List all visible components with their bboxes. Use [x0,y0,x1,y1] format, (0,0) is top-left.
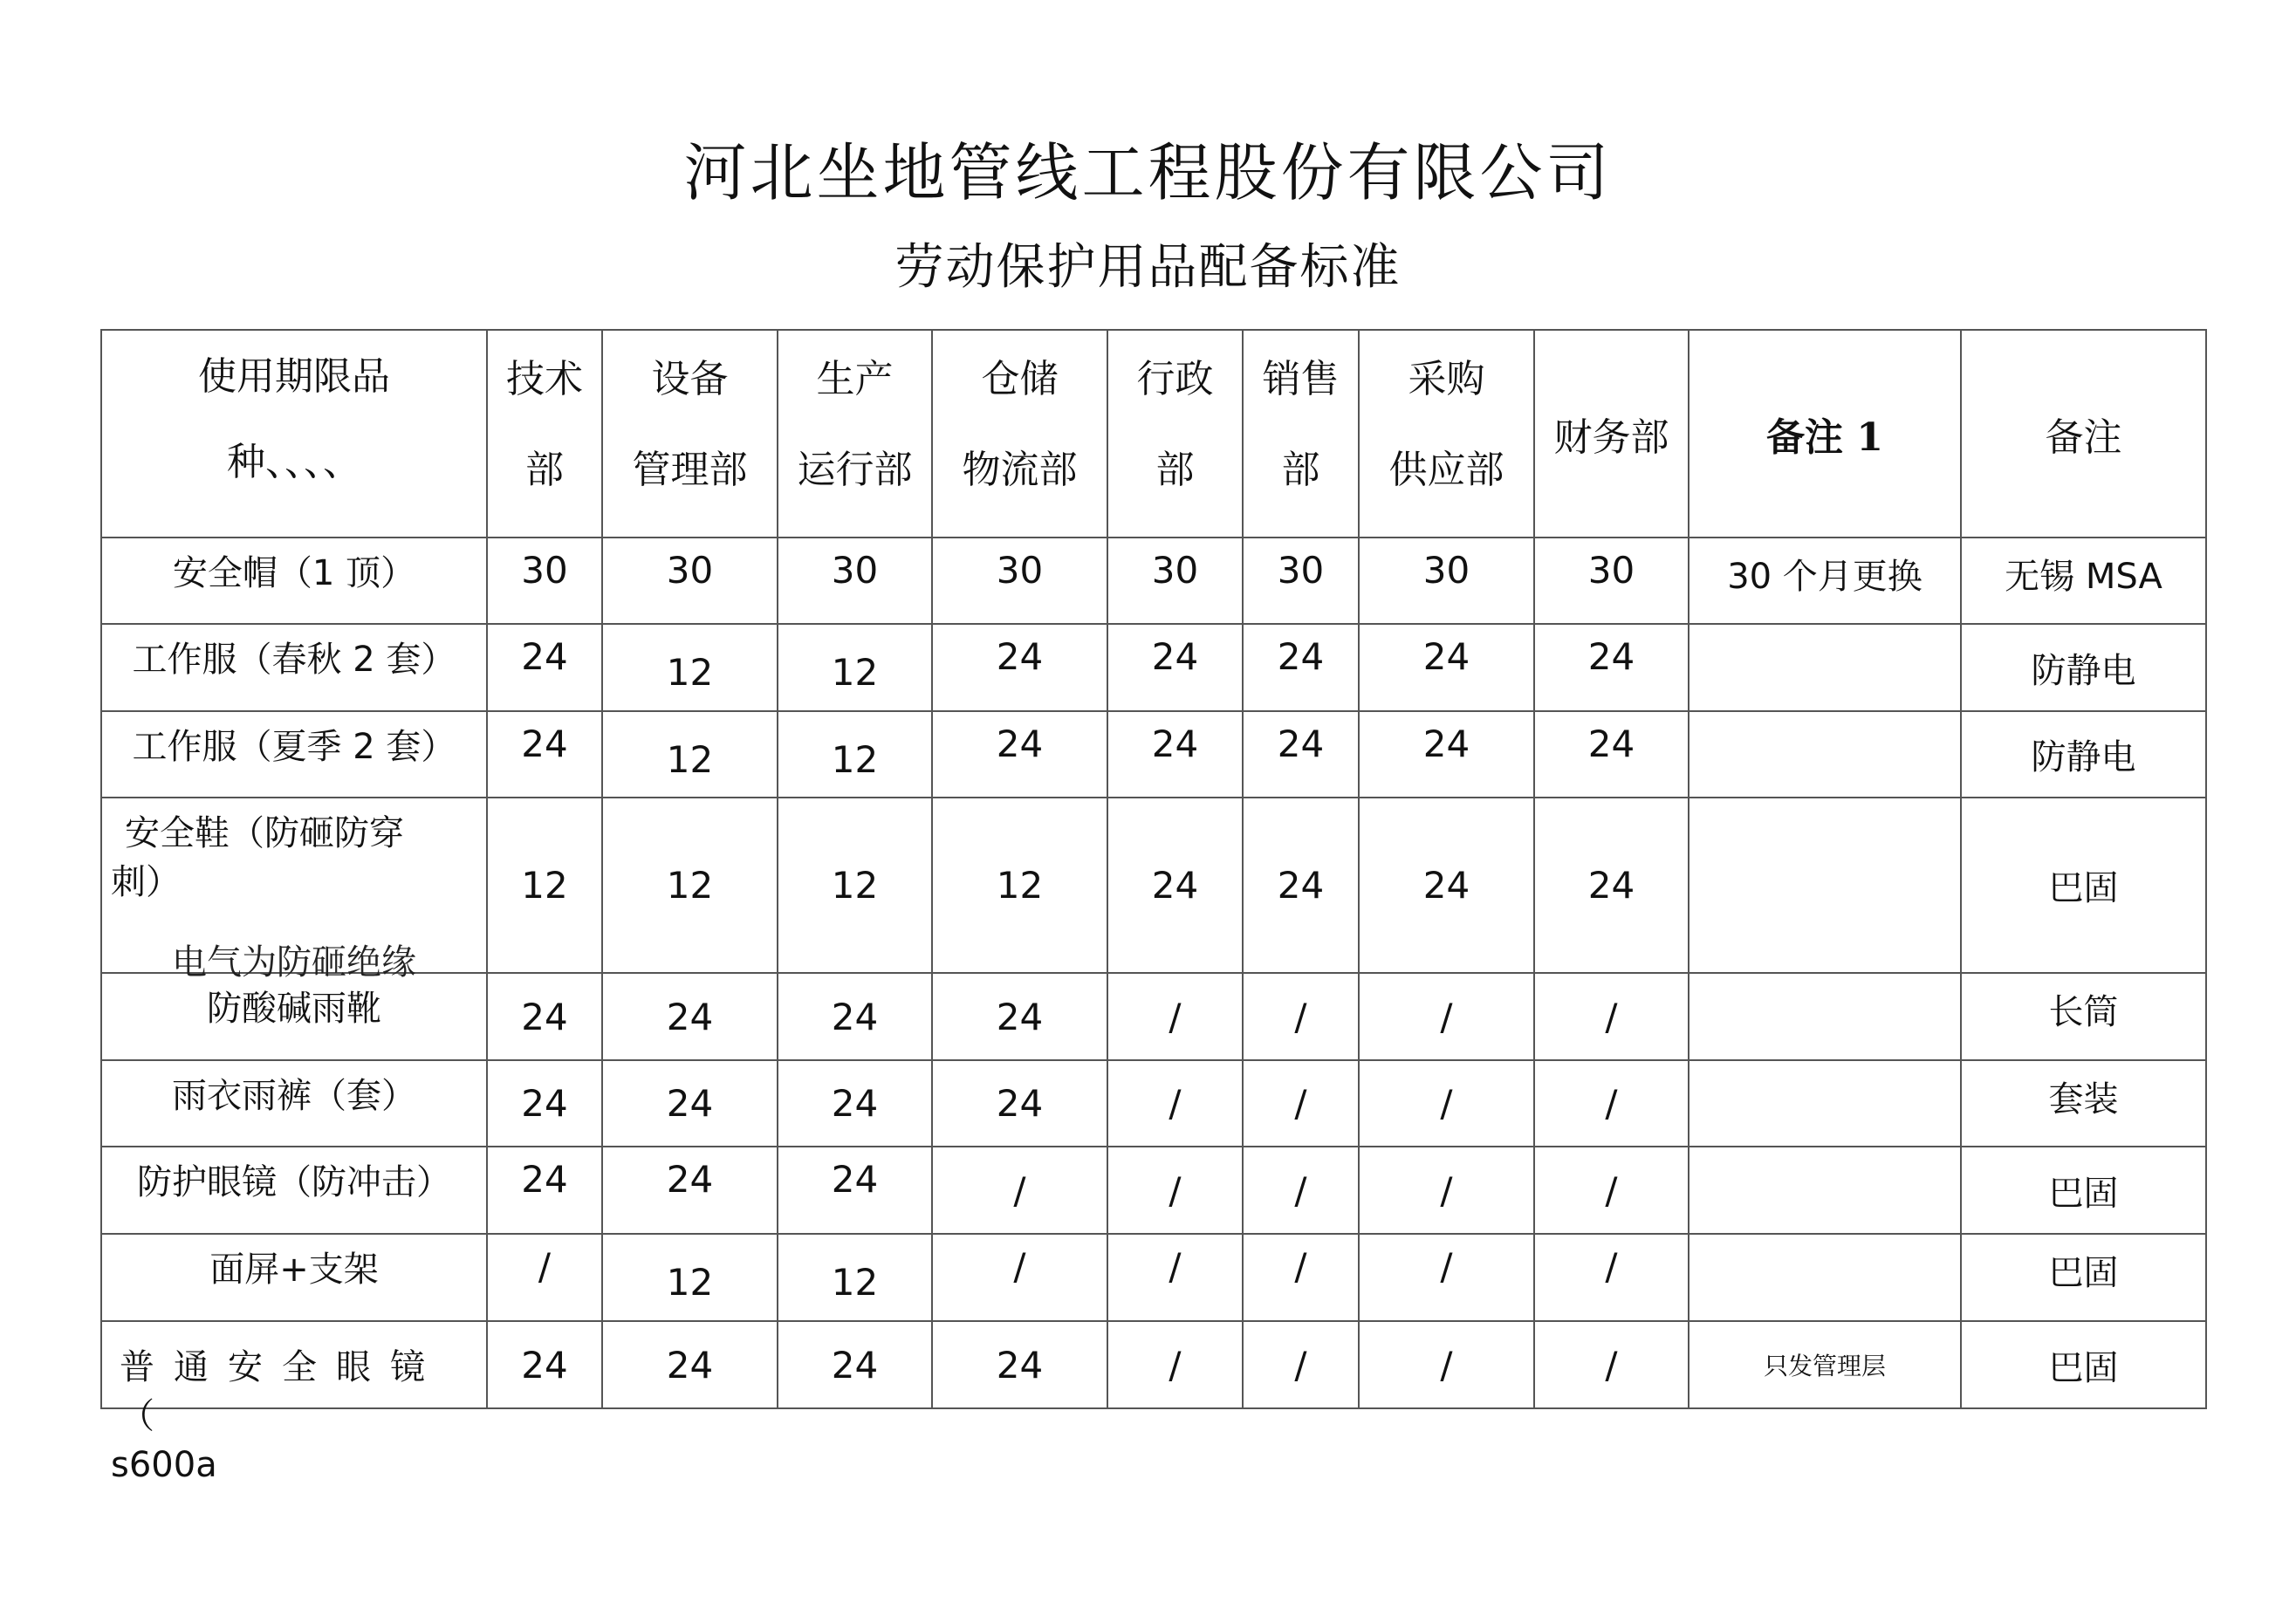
note1-cell [1689,624,1961,711]
note-cell: 巴固 [1961,1234,2206,1321]
value-cell: 24 [932,711,1107,798]
value-cell: 24 [1243,624,1359,711]
value-cell: 30 [1359,538,1534,624]
item-name [101,1321,487,1485]
value-cell: 12 [778,711,932,798]
note1-cell: 只发管理层 [1689,1321,1961,1408]
header-dept-tech [487,330,602,538]
note1-cell [1689,1060,1961,1147]
header-dept-logistics-line-1: 仓储 [981,357,1059,401]
value-cell: / [1534,973,1689,1060]
value-cell: / [1107,1234,1243,1321]
value-cell: 24 [1534,711,1689,798]
value-cell: 30 [932,538,1107,624]
table-row [101,624,2206,711]
header-note: 备注 [1961,330,2206,538]
value-cell: 30 [778,538,932,624]
note-cell: 套装 [1961,1060,2206,1147]
value-cell: / [1359,973,1534,1060]
header-dept-equipment [602,330,778,538]
header-dept-purchasing-line-1: 采购 [1408,357,1485,401]
value-cell: / [1243,1234,1359,1321]
note1-cell [1689,711,1961,798]
value-cell: / [932,1234,1107,1321]
value-cell: / [1243,1147,1359,1234]
header-item-column [101,330,487,538]
value-cell: 12 [602,1234,778,1321]
item-name: 安全帽（1 顶） [101,538,487,624]
value-cell: / [1243,973,1359,1060]
value-cell: 24 [1534,798,1689,973]
item-name: 防护眼镜（防冲击） [101,1147,487,1234]
value-cell: 24 [778,1321,932,1408]
document-subtitle: 劳动保护用品配备标准 [894,239,1402,296]
value-cell: 24 [1359,798,1534,973]
note-cell: 巴固 [1961,1147,2206,1234]
header-dept-sales-line-1: 销售 [1262,357,1340,401]
header-dept-tech-line-2: 部 [525,448,564,492]
value-cell: 30 [1534,538,1689,624]
item-name [101,798,487,983]
note1-cell [1689,1147,1961,1234]
header-dept-production [778,330,932,538]
item-name-line-3: 电气为防砸绝缘 [172,942,416,983]
table-row [101,538,2206,624]
item-name: 面屏+支架 [101,1234,487,1321]
note-cell: 长筒 [1961,973,2206,1060]
note1-cell [1689,973,1961,1060]
header-dept-production-line-1: 生产 [816,357,894,401]
value-cell: / [1107,1147,1243,1234]
value-cell: 12 [778,624,932,711]
value-cell: 24 [1359,711,1534,798]
value-cell: 24 [487,624,602,711]
header-item-line-1: 使用期限品 [198,354,390,399]
value-cell: 24 [778,1060,932,1147]
table-header-row [101,330,2206,538]
company-title: 河北坐地管线工程股份有限公司 [683,136,1613,209]
value-cell: / [1243,1060,1359,1147]
header-item-line-2: 种、、、、 [227,440,361,484]
value-cell: 24 [932,1321,1107,1408]
table-row [101,973,2206,1060]
value-cell: 12 [602,798,778,973]
value-cell: 24 [1107,711,1243,798]
value-cell: 30 [602,538,778,624]
value-cell: 30 [487,538,602,624]
value-cell: 24 [602,1321,778,1408]
value-cell: / [1534,1060,1689,1147]
value-cell: / [1359,1147,1534,1234]
value-cell: 24 [1359,624,1534,711]
table-row [101,798,2206,973]
header-dept-sales [1243,330,1359,538]
value-cell: 24 [602,973,778,1060]
value-cell: 12 [602,711,778,798]
value-cell: / [487,1234,602,1321]
item-name: 防酸碱雨靴 [101,973,487,1060]
value-cell: 30 [1107,538,1243,624]
header-dept-purchasing [1359,330,1534,538]
header-dept-tech-line-1: 技术 [506,357,583,401]
table-row [101,1321,2206,1408]
note-cell: 无锡 MSA [1961,538,2206,624]
value-cell: / [1359,1321,1534,1408]
header-dept-finance: 财务部 [1534,330,1689,538]
value-cell: 24 [1534,624,1689,711]
note-cell: 防静电 [1961,711,2206,798]
value-cell: / [1359,1234,1534,1321]
value-cell: 24 [487,1147,602,1234]
value-cell: 24 [778,1147,932,1234]
value-cell: 24 [778,973,932,1060]
header-note-1: 备注 1 [1689,330,1961,538]
value-cell: / [1107,1060,1243,1147]
header-dept-admin-line-1: 行政 [1136,357,1214,401]
ppe-standard-table [100,329,2207,1485]
value-cell: / [1534,1147,1689,1234]
value-cell: 24 [1107,798,1243,973]
value-cell: / [1534,1321,1689,1408]
item-name: 工作服（春秋 2 套） [101,624,487,711]
value-cell: 12 [932,798,1107,973]
header-dept-sales-line-2: 部 [1281,448,1320,492]
value-cell: 24 [1243,798,1359,973]
item-name-line-1: 普通安全眼镜（ [120,1347,444,1436]
value-cell: / [1534,1234,1689,1321]
note1-cell [1689,1234,1961,1321]
value-cell: / [1107,1321,1243,1408]
item-name: 工作服（夏季 2 套） [101,711,487,798]
value-cell: 24 [1243,711,1359,798]
value-cell: 24 [1107,624,1243,711]
item-name-line-1: 安全鞋（防砸防穿 [125,813,404,853]
value-cell: 24 [602,1060,778,1147]
table-row [101,1147,2206,1234]
value-cell: 24 [932,973,1107,1060]
item-name: 雨衣雨裤（套） [101,1060,487,1147]
header-dept-equipment-line-2: 管理部 [632,448,748,492]
header-dept-logistics [932,330,1107,538]
value-cell: 24 [487,1060,602,1147]
item-name-line-2: 刺） [111,862,181,902]
header-dept-production-line-2: 运行部 [797,448,913,492]
note1-cell: 30 个月更换 [1689,538,1961,624]
header-dept-admin-line-2: 部 [1155,448,1195,492]
value-cell: 24 [932,1060,1107,1147]
note-cell: 巴固 [1961,798,2206,973]
value-cell: / [1243,1321,1359,1408]
table-row [101,1234,2206,1321]
header-dept-logistics-line-2: 物流部 [962,448,1078,492]
value-cell: 24 [487,1321,602,1408]
table-row [101,1060,2206,1147]
value-cell: 12 [602,624,778,711]
header-dept-equipment-line-1: 设备 [651,357,729,401]
header-dept-purchasing-line-2: 供应部 [1388,448,1504,492]
value-cell: / [1107,973,1243,1060]
value-cell: 30 [1243,538,1359,624]
value-cell: 12 [487,798,602,973]
table-row [101,711,2206,798]
value-cell: 24 [932,624,1107,711]
value-cell: 24 [602,1147,778,1234]
value-cell: 12 [778,1234,932,1321]
value-cell: / [1359,1060,1534,1147]
header-dept-admin [1107,330,1243,538]
note-cell: 巴固 [1961,1321,2206,1408]
value-cell: 24 [487,711,602,798]
note1-cell [1689,798,1961,973]
item-name-line-2: s600a [111,1445,217,1485]
value-cell: / [932,1147,1107,1234]
value-cell: 12 [778,798,932,973]
note-cell: 防静电 [1961,624,2206,711]
value-cell: 24 [487,973,602,1060]
